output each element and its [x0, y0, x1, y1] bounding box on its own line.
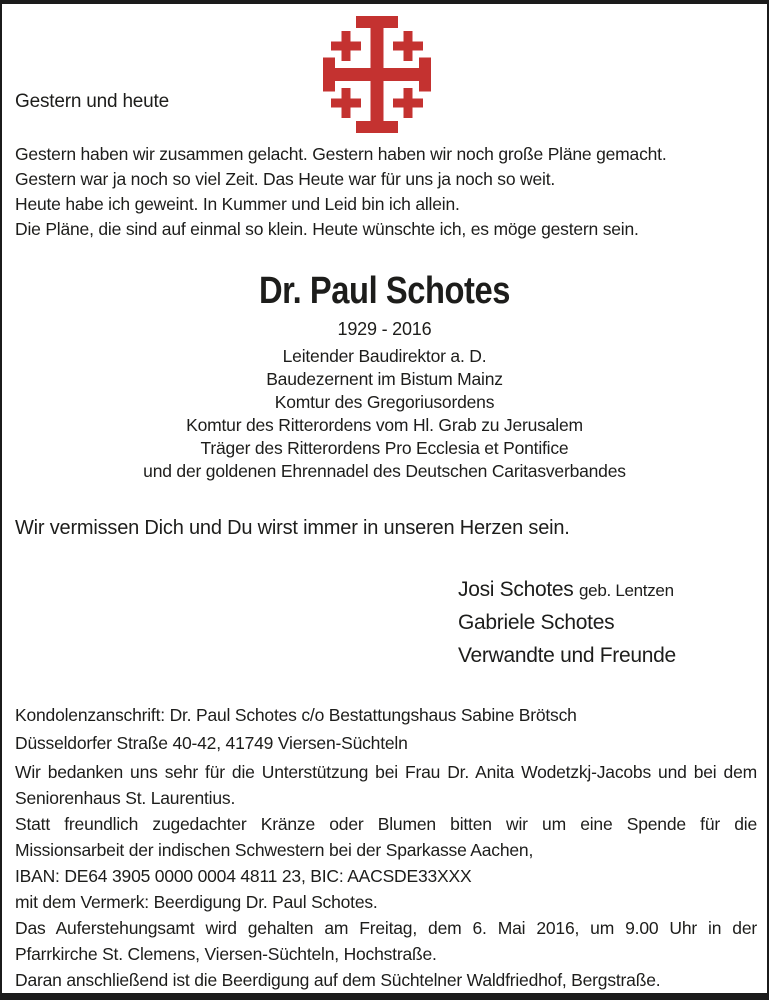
honor-title-line: und der goldenen Ehrennadel des Deutschen Caritasverbandes [143, 461, 626, 481]
thanks-line: Missionsarbeit der indischen Schwestern bei der Sparkasse Aachen, [15, 840, 534, 860]
mourner-name: Verwandte und Freunde [458, 644, 676, 667]
jerusalem-cross-icon [323, 16, 431, 133]
mourner-name: Josi Schotes [458, 578, 574, 601]
mourner-row [458, 607, 676, 640]
honor-title-line: Baudezernent im Bistum Mainz [266, 369, 503, 389]
thanks-line: mit dem Vermerk: Beerdigung Dr. Paul Schotes. [15, 892, 378, 912]
intro-label: Gestern und heute [15, 91, 169, 112]
poem-line: Die Pläne, die sind auf einmal so klein. Heute wünschte ich, es möge gestern sein. [15, 219, 639, 239]
poem-line: Gestern haben wir zusammen gelacht. Gestern haben wir noch große Pläne gemacht. [15, 144, 667, 164]
honor-title-line: Komtur des Gregoriusordens [274, 392, 495, 412]
deceased-name: Dr. Paul Schotes [258, 270, 511, 312]
thanks-line: Statt freundlich zugedachter Kränze oder Blumen bitten wir um eine Spende für die [15, 814, 757, 834]
thanks-paragraph [15, 759, 757, 915]
thanks-line: Wir bedanken uns sehr für die Unterstützung bei Frau Dr. Anita Wodetzkj-Jacobs und bei dem [15, 762, 757, 782]
honor-title-line: Komtur des Ritterordens vom Hl. Grab zu Jerusalem [186, 415, 583, 435]
thanks-line: IBAN: DE64 3905 0000 0004 4811 23, BIC: AACSDE33XXX [15, 866, 472, 886]
mourner-name: Gabriele Schotes [458, 611, 615, 634]
honor-title-line: Träger des Ritterordens Pro Ecclesia et Pontifice [200, 438, 569, 458]
poem-line: Gestern war ja noch so viel Zeit. Das Heute war für uns ja noch so weit. [15, 169, 556, 189]
life-dates: 1929 - 2016 [337, 319, 432, 339]
funeral-line: Daran anschließend ist die Beerdigung auf dem Süchtelner Waldfriedhof, Bergstraße. [15, 970, 661, 990]
poem [15, 142, 757, 242]
mourner-suffix: geb. Lentzen [579, 581, 674, 600]
tribute-line: Wir vermissen Dich und Du wirst immer in unseren Herzen sein. [15, 517, 570, 539]
condolence-address [15, 701, 757, 757]
condolence-line: Düsseldorfer Straße 40-42, 41749 Viersen-Süchteln [15, 733, 408, 753]
funeral-line: Pfarrkirche St. Clemens, Viersen-Süchteln, Hochstraße. [15, 944, 437, 964]
mourner-row [458, 574, 676, 607]
condolence-line: Kondolenzanschrift: Dr. Paul Schotes c/o Bestattungshaus Sabine Brötsch [15, 705, 577, 725]
funeral-line: Das Auferstehungsamt wird gehalten am Freitag, dem 6. Mai 2016, um 9.00 Uhr in der [15, 918, 757, 938]
poem-line: Heute habe ich geweint. In Kummer und Leid bin ich allein. [15, 194, 460, 214]
honor-titles [2, 345, 767, 483]
thanks-line: Seniorenhaus St. Laurentius. [15, 788, 236, 808]
mourners-list [458, 574, 676, 673]
mourner-row [458, 640, 676, 673]
funeral-paragraph [15, 915, 757, 993]
honor-title-line: Leitender Baudirektor a. D. [282, 346, 487, 366]
